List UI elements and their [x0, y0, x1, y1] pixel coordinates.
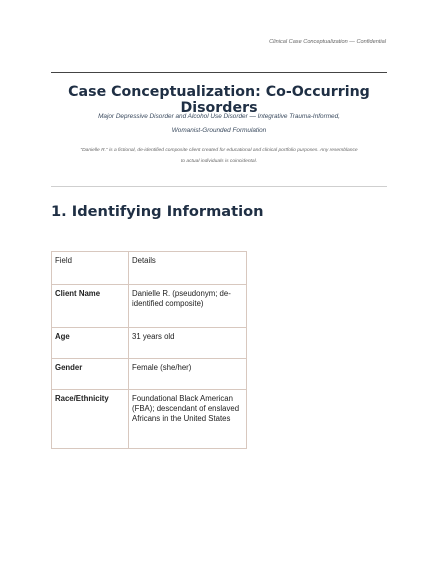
subtitle-line-1: Major Depressive Disorder and Alcohol Use Disorder — Integrative Trauma-Informed, — [98, 113, 340, 120]
header-confidential-note: Clinical Case Conceptualization — Confidential — [269, 39, 386, 45]
row-field-value: Female (she/her) — [129, 359, 247, 390]
table-row — [52, 328, 247, 359]
document-title: Case Conceptualization: Co-Occurring Disorders — [68, 84, 370, 116]
table-row — [52, 285, 247, 328]
table-row — [52, 359, 247, 390]
table-header-row — [52, 252, 247, 285]
table-row — [52, 390, 247, 449]
row-field-value: Danielle R. (pseudonym; de-identified composite) — [129, 285, 247, 328]
table-header-details: Details — [129, 252, 247, 285]
row-field-value: Foundational Black American (FBA); descendant of enslaved Africans in the United States — [129, 390, 247, 449]
row-field-label: Gender — [52, 359, 129, 390]
disclaimer-line-2: to actual individuals is coincidental. — [180, 159, 258, 164]
row-field-label: Race/Ethnicity — [52, 390, 129, 449]
disclaimer-note — [51, 145, 387, 167]
section-divider — [51, 186, 387, 187]
section-heading-identifying-information: 1. Identifying Information — [51, 203, 264, 220]
document-subtitle — [71, 110, 367, 138]
table-header-field: Field — [52, 252, 129, 285]
row-field-label: Client Name — [52, 285, 129, 328]
identifying-information-table — [51, 251, 247, 449]
row-field-value: 31 years old — [129, 328, 247, 359]
row-field-label: Age — [52, 328, 129, 359]
disclaimer-line-1: "Danielle R." is a fictional, de-identified composite client created for educational and clinical portfolio purposes. Any resemblance — [80, 148, 358, 153]
subtitle-line-2: Womanist-Grounded Formulation — [171, 127, 267, 134]
top-divider — [51, 72, 387, 73]
